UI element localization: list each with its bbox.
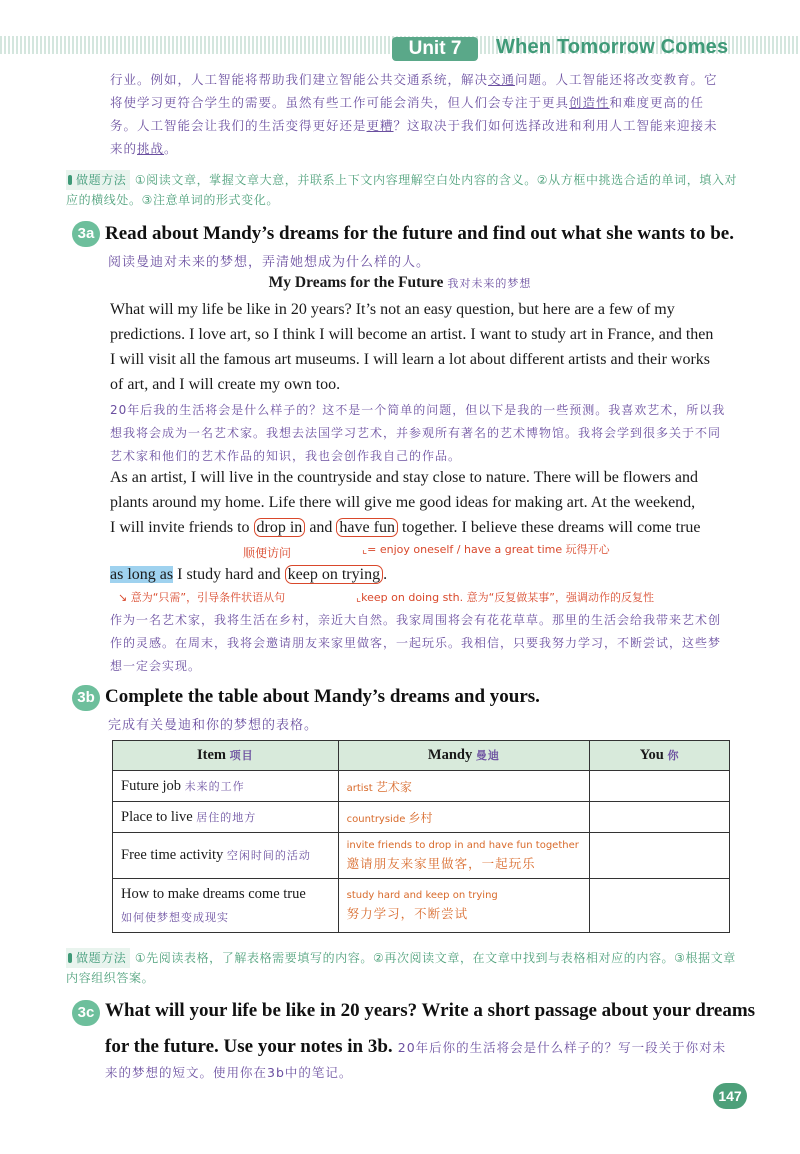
dreams-table: [112, 740, 730, 933]
annotation-have-fun: ⌞= enjoy oneself / have a great time 玩得开心: [362, 543, 610, 556]
table-row: [113, 802, 730, 833]
section-title-3c-line1: What will your life be like in 20 years? Write a short passage about your dreams: [105, 1000, 756, 1021]
row-you-blank[interactable]: [590, 833, 730, 879]
section-badge-3b: 3b: [72, 685, 100, 711]
section-title-3b-cn: 完成有关曼迪和你的梦想的表格。: [108, 718, 319, 733]
method-label: 做题方法: [66, 170, 130, 190]
method-text: ①先阅读表格，了解表格需要填写的内容。②再次阅读文章，在文章中找到与表格相对应的内容。③根据文章内容组织答案。: [66, 951, 736, 985]
method-label: 做题方法: [66, 948, 130, 968]
header-item: Item 项目: [113, 741, 339, 771]
passage-paragraph-1: What will my life be like in 20 years? It’s not an easy question, but here are a few of my predictions. I love art, so I think I will become an artist. I want to study art in France, and then I will visit all the famous art museums. I will learn a lot about different artists and their works of art, and I will create my own too.: [110, 301, 714, 393]
passage-paragraph-2: As an artist, I will live in the countryside and stay close to nature. There will be flowers and plants around my home. Life there will give me good ideas for making art. At the weekend, I will invite friends to drop in and have fun together. I believe these dreams will come true: [110, 469, 701, 536]
method-tip-1: [66, 170, 738, 210]
annotation-keep-on: ⌞keep on doing sth. 意为“反复做某事”，强调动作的反复性: [356, 591, 654, 604]
table-row: [113, 833, 730, 879]
row-mandy: artist 艺术家: [338, 771, 590, 802]
table-row: [113, 771, 730, 802]
row-mandy: study hard and keep on trying 努力学习，不断尝试: [338, 879, 590, 933]
row-you-blank[interactable]: [590, 879, 730, 933]
method-text: ①阅读文章，掌握文章大意，并联系上下文内容理解空白处内容的含义。②从方框中挑选合适的单词，填入对应的横线处。③注意单词的形式变化。: [66, 173, 738, 207]
annotation-drop-in: 顺便访问: [243, 546, 292, 560]
annotation-as-long-as: ↘ 意为“只需”，引导条件状语从句: [118, 591, 286, 604]
passage-paragraph-2-cn: 作为一名艺术家，我将生活在乡村，亲近大自然。我家周围将会有花花草草。那里的生活会给我带来艺术创作的灵感。在周末，我将会邀请朋友来家里做客，一起玩乐。我相信，只要我努力学习，不断尝试，这些梦想一定会实现。: [110, 613, 722, 673]
top-translation: 行业。例如，人工智能将帮助我们建立智能公共交通系统，解决交通问题。人工智能还将改变教育。它将使学习更符合学生的需要。虽然有些工作可能会消失，但人们会专注于更具创造性和难度更高的任务。人工智能会让我们的生活变得更好还是更糟？这取决于我们如何选择改进和利用人工智能来迎接未来的挑战。: [110, 72, 718, 156]
row-item: How to make dreams come true 如何使梦想变成现实: [113, 879, 339, 933]
passage-paragraph-1-cn: 20年后我的生活将会是什么样子的？这不是一个简单的问题，但以下是我的一些预测。我喜欢艺术，所以我想我将会成为一名艺术家。我想去法国学习艺术，并参观所有著名的艺术博物馆。我将会学到很多关于不同艺术家和他们的艺术作品的知识，我也会创作我自己的作品。: [110, 403, 726, 463]
row-item: Future job 未来的工作: [113, 771, 339, 802]
section-title-3a: Read about Mandy’s dreams for the future and find out what she wants to be.: [105, 223, 734, 244]
passage-paragraph-2-end: as long as I study hard and keep on trying .: [110, 566, 388, 583]
header-mandy: Mandy 曼迪: [338, 741, 590, 771]
unit-badge: Unit 7: [392, 37, 478, 61]
table-row: [113, 879, 730, 933]
page-number: 147: [713, 1083, 747, 1109]
row-item: Free time activity 空闲时间的活动: [113, 833, 339, 879]
circled-keep-on-trying: keep on trying: [285, 565, 383, 584]
circled-drop-in: drop in: [254, 518, 306, 537]
highlight-as-long-as: as long as: [110, 566, 174, 583]
row-mandy: countryside 乡村: [338, 802, 590, 833]
row-item: Place to live 居住的地方: [113, 802, 339, 833]
section-title-3c-line2: for the future. Use your notes in 3b. 20年后你的生活将会是什么样子的？写一段关于你对未来的梦想的短文。使用你在3b中的笔记。: [105, 1036, 727, 1080]
section-badge-3a: 3a: [72, 221, 100, 247]
row-mandy: invite friends to drop in and have fun together 邀请朋友来家里做客，一起玩乐: [338, 833, 590, 879]
unit-title: When Tomorrow Comes: [496, 36, 729, 58]
passage-title: My Dreams for the Future 我对未来的梦想: [268, 274, 532, 291]
table-header-row: [113, 741, 730, 771]
circled-have-fun: have fun: [336, 518, 398, 537]
method-tip-2: [66, 948, 738, 988]
section-title-3b: Complete the table about Mandy’s dreams and yours.: [105, 686, 540, 707]
header-you: You 你: [590, 741, 730, 771]
section-badge-3c: 3c: [72, 1000, 100, 1026]
row-you-blank[interactable]: [590, 802, 730, 833]
row-you-blank[interactable]: [590, 771, 730, 802]
section-title-3a-cn: 阅读曼迪对未来的梦想，弄清她想成为什么样的人。: [108, 255, 431, 270]
